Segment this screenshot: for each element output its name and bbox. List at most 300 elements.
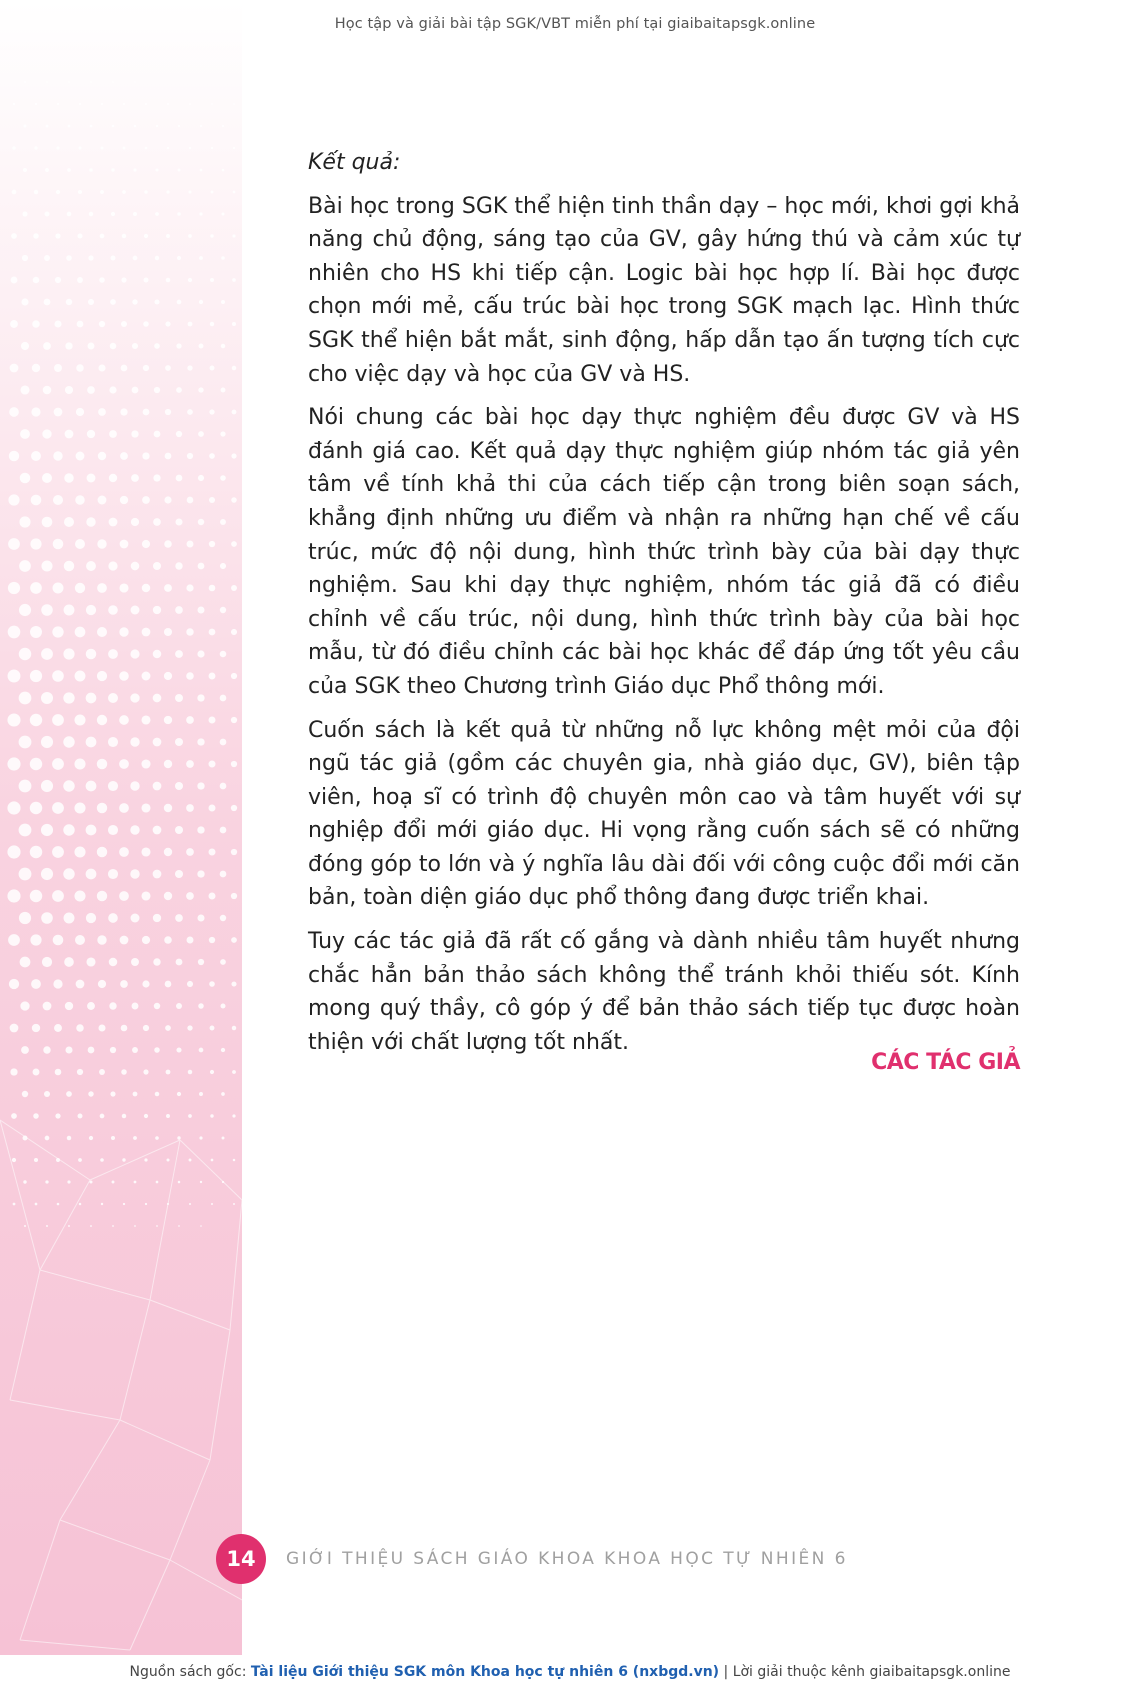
halftone-dot xyxy=(76,364,84,372)
halftone-dot xyxy=(121,321,127,327)
halftone-dot xyxy=(9,451,19,461)
halftone-dot xyxy=(122,190,126,194)
halftone-dot xyxy=(211,103,213,105)
halftone-dot xyxy=(53,451,62,460)
halftone-dot xyxy=(32,364,40,372)
halftone-dot xyxy=(74,846,85,857)
halftone-dot xyxy=(86,869,97,880)
halftone-dot xyxy=(10,1024,19,1033)
halftone-dot xyxy=(166,234,170,238)
halftone-dot xyxy=(131,474,139,482)
halftone-dot xyxy=(86,913,96,923)
halftone-dot xyxy=(30,626,42,638)
halftone-dot xyxy=(231,629,237,635)
halftone-dot xyxy=(119,583,128,592)
halftone-dot xyxy=(198,519,205,526)
halftone-dot xyxy=(41,868,53,880)
halftone-dot xyxy=(87,474,96,483)
halftone-dot xyxy=(143,321,149,327)
halftone-dot xyxy=(120,540,129,549)
running-title: GIỚI THIỆU SÁCH GIÁO KHOA KHOA HỌC TỰ NHIÊN 6 xyxy=(286,1549,848,1569)
halftone-dot xyxy=(109,430,117,438)
halftone-dot xyxy=(134,1225,136,1227)
halftone-dot xyxy=(41,560,52,571)
halftone-dot xyxy=(131,518,139,526)
halftone-dot xyxy=(232,1114,235,1117)
halftone-dot xyxy=(53,979,62,988)
halftone-dot xyxy=(188,1070,193,1075)
halftone-dot xyxy=(64,913,75,924)
halftone-dot xyxy=(31,407,40,416)
halftone-dot xyxy=(41,604,53,616)
halftone-dot xyxy=(7,713,20,726)
halftone-dot xyxy=(231,541,237,547)
halftone-dot xyxy=(209,937,215,943)
halftone-dot xyxy=(32,320,40,328)
halftone-dot xyxy=(209,541,215,547)
halftone-dot xyxy=(8,538,20,550)
halftone-dot xyxy=(35,1203,38,1206)
halftone-dot xyxy=(186,672,194,680)
halftone-dot xyxy=(7,801,20,814)
halftone-dot xyxy=(133,1092,138,1097)
halftone-dot xyxy=(156,1181,159,1184)
halftone-dot xyxy=(142,980,149,987)
halftone-dot xyxy=(45,212,50,217)
halftone-dot xyxy=(46,81,48,83)
halftone-dot xyxy=(75,935,85,945)
section-heading: Kết quả: xyxy=(308,150,401,175)
halftone-dot xyxy=(133,256,138,261)
halftone-dot xyxy=(90,1225,92,1227)
halftone-dot xyxy=(9,407,19,417)
halftone-dot xyxy=(8,670,21,683)
halftone-dot xyxy=(200,169,203,172)
halftone-dot xyxy=(166,1114,170,1118)
halftone-dot xyxy=(33,1113,39,1119)
halftone-dot xyxy=(21,298,28,305)
halftone-dot xyxy=(175,606,183,614)
halftone-dot xyxy=(142,584,151,593)
halftone-dot xyxy=(41,648,53,660)
halftone-dot xyxy=(156,125,158,127)
halftone-dot xyxy=(41,692,53,704)
halftone-dot xyxy=(154,299,159,304)
halftone-dot xyxy=(24,1225,26,1227)
halftone-dot xyxy=(120,452,128,460)
halftone-dot xyxy=(52,582,63,593)
halftone-dot xyxy=(24,81,26,83)
halftone-dot xyxy=(165,1025,171,1031)
halftone-dot xyxy=(155,1092,160,1097)
halftone-dot xyxy=(87,430,95,438)
halftone-dot xyxy=(64,605,75,616)
halftone-dot xyxy=(144,278,149,283)
halftone-dot xyxy=(164,716,172,724)
halftone-dot xyxy=(209,629,216,636)
halftone-dot xyxy=(153,606,161,614)
halftone-dot xyxy=(108,605,118,615)
halftone-dot xyxy=(121,1069,127,1075)
halftone-dot xyxy=(99,1069,105,1075)
halftone-dot xyxy=(189,1203,191,1205)
halftone-dot xyxy=(55,233,60,238)
halftone-dot xyxy=(209,981,215,987)
halftone-dot xyxy=(209,453,215,459)
halftone-dot xyxy=(19,912,31,924)
halftone-dot xyxy=(155,256,159,260)
halftone-dot xyxy=(13,103,15,105)
halftone-dot xyxy=(21,342,29,350)
halftone-dot xyxy=(153,474,160,481)
halftone-dot xyxy=(231,893,237,899)
halftone-dot xyxy=(200,1225,202,1227)
halftone-dot xyxy=(52,802,64,814)
halftone-dot xyxy=(119,891,129,901)
halftone-dot xyxy=(131,958,139,966)
halftone-dot xyxy=(231,717,237,723)
halftone-dot xyxy=(153,782,162,791)
halftone-dot xyxy=(66,299,73,306)
halftone-dot xyxy=(220,1003,225,1008)
halftone-dot xyxy=(231,497,237,503)
halftone-dot xyxy=(199,212,202,215)
halftone-dot xyxy=(178,1225,180,1227)
halftone-dot xyxy=(88,1091,93,1096)
halftone-dot xyxy=(42,429,51,438)
halftone-dot xyxy=(209,497,215,503)
halftone-dot xyxy=(120,936,129,945)
halftone-dot xyxy=(122,234,127,239)
paragraph-results: Bài học trong SGK thể hiện tinh thần dạy – học mới, khơi gợi khả năng chủ động, sáng tạo của GV, gây hứng thú và cảm xúc tự nhiên cho HS khi tiếp cận. Logic bài học hợp lí. Bài học được chọn mới mẻ, cấu trúc bài học trong SGK mạch lạc. Hình thức SGK thể hiện bắt mắt, sinh động, hấp dẫn tạo ấn tượng tích cực cho việc dạy và học của GV và HS. xyxy=(308,193,1020,387)
halftone-dot xyxy=(231,761,237,767)
halftone-dot xyxy=(145,1203,147,1205)
halftone-dot xyxy=(175,562,182,569)
halftone-dot xyxy=(141,715,150,724)
halftone-dot xyxy=(164,584,172,592)
halftone-dot xyxy=(45,168,49,172)
halftone-dot xyxy=(121,365,128,372)
halftone-dot xyxy=(123,1203,125,1205)
halftone-dot xyxy=(197,738,204,745)
halftone-dot xyxy=(22,1091,28,1097)
halftone-dot xyxy=(144,1114,148,1118)
halftone-dot xyxy=(112,81,114,83)
halftone-dot xyxy=(142,672,151,681)
halftone-dot xyxy=(131,562,140,571)
halftone-dot xyxy=(30,714,42,726)
halftone-dot xyxy=(97,715,107,725)
halftone-dot xyxy=(67,1180,70,1183)
halftone-dot xyxy=(55,1113,60,1118)
halftone-dot xyxy=(52,758,64,770)
halftone-dot xyxy=(166,1158,169,1161)
halftone-dot xyxy=(75,495,84,504)
halftone-dot xyxy=(199,256,203,260)
halftone-dot xyxy=(12,146,16,150)
halftone-dot xyxy=(210,1070,214,1074)
halftone-dot xyxy=(67,212,72,217)
halftone-dot xyxy=(86,517,95,526)
halftone-dot xyxy=(74,802,85,813)
halftone-dot xyxy=(197,870,204,877)
halftone-dot xyxy=(232,1070,236,1074)
halftone-dot xyxy=(86,825,97,836)
halftone-dot xyxy=(131,430,138,437)
halftone-dot xyxy=(31,979,41,989)
halftone-dot xyxy=(164,672,172,680)
halftone-dot xyxy=(143,365,149,371)
halftone-dot xyxy=(120,496,128,504)
halftone-dot xyxy=(19,604,31,616)
halftone-dot xyxy=(35,103,37,105)
halftone-dot xyxy=(233,1203,235,1205)
halftone-dot xyxy=(232,234,235,237)
halftone-dot xyxy=(220,695,227,702)
halftone-dot xyxy=(11,1113,17,1119)
halftone-dot xyxy=(108,825,118,835)
halftone-dot xyxy=(210,278,214,282)
halftone-dot xyxy=(231,453,236,458)
halftone-dot xyxy=(153,562,161,570)
halftone-dot xyxy=(20,429,30,439)
halftone-dot xyxy=(54,408,63,417)
halftone-dot xyxy=(197,606,204,613)
halftone-dot xyxy=(121,1025,128,1032)
top-watermark: Học tập và giải bài tập SGK/VBT miễn phí tại giaibaitapsgk.online xyxy=(334,16,816,32)
halftone-dot xyxy=(141,847,150,856)
halftone-dot xyxy=(19,824,32,837)
halftone-dot xyxy=(63,736,74,747)
halftone-dot xyxy=(175,826,183,834)
halftone-dot xyxy=(66,1091,72,1097)
halftone-dot xyxy=(119,671,129,681)
halftone-dot xyxy=(30,582,42,594)
halftone-dot xyxy=(134,1181,137,1184)
halftone-dot xyxy=(220,651,227,658)
halftone-dot xyxy=(164,892,172,900)
halftone-dot xyxy=(23,1180,26,1183)
halftone-dot xyxy=(78,1114,83,1119)
halftone-dot xyxy=(141,803,150,812)
halftone-dot xyxy=(199,1136,202,1139)
halftone-dot xyxy=(22,255,28,261)
halftone-dot xyxy=(176,475,183,482)
halftone-dot xyxy=(131,914,140,923)
halftone-dot xyxy=(22,211,27,216)
halftone-dot xyxy=(44,299,51,306)
halftone-dot xyxy=(7,845,20,858)
halftone-dot xyxy=(75,671,86,682)
halftone-dot xyxy=(197,650,204,657)
halftone-dot xyxy=(177,212,181,216)
halftone-dot xyxy=(211,1203,213,1205)
halftone-dot xyxy=(112,125,115,128)
halftone-dot xyxy=(109,958,118,967)
halftone-dot xyxy=(68,1225,70,1227)
halftone-dot xyxy=(164,848,172,856)
halftone-dot xyxy=(8,582,20,594)
halftone-dot xyxy=(63,780,74,791)
halftone-dot xyxy=(177,256,181,260)
halftone-dot xyxy=(154,343,160,349)
halftone-dot xyxy=(133,212,137,216)
halftone-dot xyxy=(8,934,20,946)
halftone-dot xyxy=(197,694,204,701)
halftone-dot xyxy=(43,386,52,395)
halftone-dot xyxy=(97,759,107,769)
halftone-dot xyxy=(74,714,85,725)
halftone-dot xyxy=(79,103,81,105)
halftone-dot xyxy=(12,1158,16,1162)
halftone-dot xyxy=(187,409,193,415)
halftone-dot xyxy=(67,168,71,172)
halftone-dot xyxy=(187,937,194,944)
halftone-dot xyxy=(78,190,82,194)
halftone-dot xyxy=(55,277,61,283)
halftone-dot xyxy=(132,387,139,394)
halftone-dot xyxy=(221,256,225,260)
halftone-dot xyxy=(121,277,126,282)
halftone-dot xyxy=(164,936,172,944)
paragraph-evaluation: Nói chung các bài học dạy thực nghiệm đều được GV và HS đánh giá cao. Kết quả dạy thực nghiệm giúp nhóm tác giả yên tâm về tính khả thi của cách tiếp cận trong biên soạn sách, khẳng định những ưu điểm và nhận ra những hạn chế về cấu trúc, mức độ nội dung, hình thức trình bày của bài dạy thực nghiệm. Sau khi dạy thực nghiệm, nhóm tác giả đã có điều chỉnh về cấu trúc, nội dung, hình thức trình bày của bài học mẫu, từ đó điều chỉnh các bài học khác để đáp ứng tốt yêu cầu của SGK theo Chương trình Giáo dục Phổ thông mới. xyxy=(308,405,1020,699)
halftone-dot xyxy=(10,320,18,328)
halftone-dot xyxy=(188,322,193,327)
halftone-dot xyxy=(176,1047,181,1052)
halftone-dot xyxy=(154,1047,160,1053)
halftone-dot xyxy=(211,191,214,194)
halftone-dot xyxy=(177,300,182,305)
halftone-dot xyxy=(10,364,19,373)
halftone-dot xyxy=(208,848,215,855)
halftone-dot xyxy=(108,913,118,923)
halftone-dot xyxy=(54,320,61,327)
halftone-dot xyxy=(78,146,81,149)
halftone-dot xyxy=(7,889,20,902)
halftone-dot xyxy=(222,169,225,172)
halftone-dot xyxy=(33,277,40,284)
halftone-dot xyxy=(65,430,74,439)
halftone-dot xyxy=(68,81,70,83)
halftone-dot xyxy=(199,300,203,304)
halftone-dot xyxy=(76,1024,84,1032)
halftone-dot xyxy=(45,1136,50,1141)
halftone-dot xyxy=(12,190,17,195)
halftone-dot xyxy=(89,1136,93,1140)
halftone-dot xyxy=(175,518,182,525)
page-number-badge xyxy=(216,1534,266,1584)
halftone-dot xyxy=(165,409,171,415)
halftone-dot xyxy=(199,344,204,349)
halftone-dot xyxy=(68,125,71,128)
halftone-dot xyxy=(134,125,136,127)
halftone-dot xyxy=(198,1003,204,1009)
halftone-dot xyxy=(41,824,53,836)
halftone-dot xyxy=(166,278,171,283)
halftone-dot xyxy=(64,473,73,482)
halftone-dot xyxy=(10,1068,17,1075)
halftone-dot xyxy=(19,692,32,705)
halftone-dot xyxy=(199,1048,204,1053)
halftone-dot xyxy=(77,321,84,328)
halftone-dot xyxy=(63,648,74,659)
source-link[interactable]: Tài liệu Giới thiệu SGK môn Khoa học tự nhiên 6 (nxbgd.vn) xyxy=(250,1664,720,1680)
halftone-dot xyxy=(176,431,182,437)
halftone-dot xyxy=(144,1158,147,1161)
halftone-dot xyxy=(20,1001,29,1010)
halftone-dot xyxy=(188,278,192,282)
halftone-dot xyxy=(175,914,183,922)
halftone-dot xyxy=(222,125,224,127)
source-suffix: | Lời giải thuộc kênh giaibaitapsgk.online xyxy=(719,1664,1011,1680)
halftone-dot xyxy=(167,103,169,105)
halftone-dot xyxy=(32,1024,40,1032)
halftone-dot xyxy=(21,1046,29,1054)
halftone-dot xyxy=(142,452,149,459)
halftone-dot xyxy=(11,277,18,284)
halftone-dot xyxy=(100,190,104,194)
halftone-dot xyxy=(187,541,194,548)
halftone-dot xyxy=(97,891,107,901)
halftone-dot xyxy=(130,649,139,658)
halftone-dot xyxy=(110,299,116,305)
halftone-dot xyxy=(166,190,169,193)
paragraph-effort: Cuốn sách là kết quả từ những nỗ lực không mệt mỏi của đội ngũ tác giả (gồm các chuyên gia, nhà giáo dục, GV), biên tập viên, hoạ sĩ có trình độ chuyên môn cao và tâm huyết với sự nghiệp đổi mới giáo dục. Hi vọng rằng cuốn sách sẽ có những đóng góp to lớn và ý nghĩa lâu dài đối với công cuộc đổi mới căn bản, toàn diện giáo dục phổ thông đang được triển khai. xyxy=(308,717,1020,911)
halftone-dot xyxy=(44,1091,50,1097)
halftone-dot xyxy=(231,585,237,591)
halftone-dot xyxy=(220,563,226,569)
halftone-dot xyxy=(188,1114,192,1118)
halftone-dot xyxy=(77,1069,83,1075)
halftone-dot xyxy=(153,826,162,835)
halftone-dot xyxy=(119,803,129,813)
halftone-dot xyxy=(222,1137,225,1140)
halftone-dot xyxy=(97,935,106,944)
decorative-left-band xyxy=(0,0,242,1655)
halftone-dot xyxy=(65,1002,73,1010)
halftone-dot xyxy=(186,848,194,856)
halftone-dot xyxy=(187,1025,192,1030)
halftone-dot xyxy=(87,386,95,394)
halftone-dot xyxy=(210,322,214,326)
halftone-dot xyxy=(31,451,41,461)
halftone-dot xyxy=(131,606,140,615)
halftone-dot xyxy=(133,168,136,171)
halftone-dot xyxy=(52,670,64,682)
halftone-dot xyxy=(9,979,19,989)
halftone-dot xyxy=(100,1114,105,1119)
halftone-dot xyxy=(145,147,148,150)
halftone-dot xyxy=(130,869,139,878)
halftone-dot xyxy=(232,322,236,326)
halftone-dot xyxy=(177,1136,180,1139)
halftone-dot xyxy=(165,453,172,460)
halftone-dot xyxy=(232,366,236,370)
halftone-dot xyxy=(57,103,59,105)
halftone-dot xyxy=(8,494,19,505)
halftone-dot xyxy=(143,409,150,416)
halftone-dot xyxy=(231,849,237,855)
halftone-dot xyxy=(232,278,236,282)
halftone-dot xyxy=(210,366,215,371)
halftone-dot xyxy=(153,518,161,526)
halftone-dot xyxy=(221,388,226,393)
halftone-dot xyxy=(19,736,32,749)
halftone-dot xyxy=(110,255,115,260)
halftone-dot xyxy=(208,804,215,811)
halftone-dot xyxy=(197,914,204,921)
halftone-dot xyxy=(109,1002,116,1009)
